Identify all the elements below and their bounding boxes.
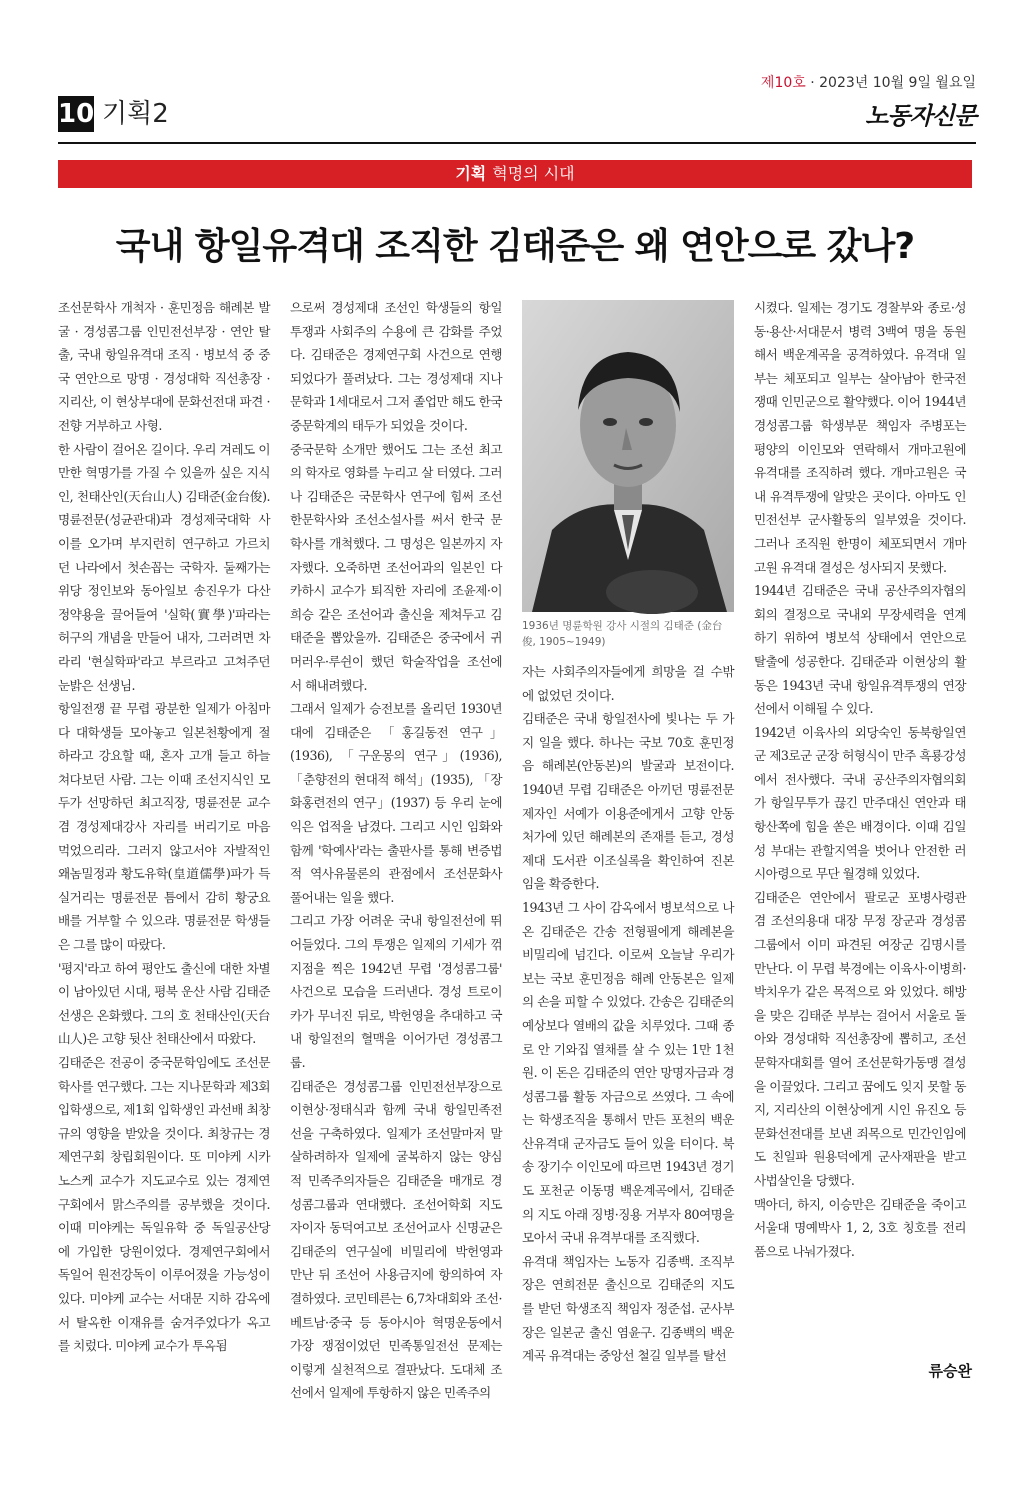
paragraph: 김태준은 전공이 중국문학임에도 조선문학사를 연구했다. 그는 지나문학과 제3회 입학생으로, 제1회 입학생인 과선배 최창규의 영향을 받았을 것이다. 최창규는 경제연구회 창립회원이다. 또 미야케 시카노스케 교수가 지도교수로 있는 경제연구회에서 맑스주의를 공부했을 것이다. 이때 미야케는 독일유학 중 독일공산당에 가입한 당원이었다. 경제연구회에서 독일어 원전강독이 이루어졌을 가능성이 있다. 미야케 교수는 서대문 지하 감옥에서 탈옥한 이재유를 숨겨주었다가 옥고를 치렀다. 미야케 교수가 투옥됨 xyxy=(58,1055,270,1354)
paragraph: 그래서 일제가 승전보를 올리던 1930년대에 김태준은 「홍길동전 연구」(1936), 「구운몽의 연구」(1936), 「춘향전의 현대적 해석」(1935), 「장화홍련전의 연구」(1937) 등 우리 눈에 익은 업적을 남겼다. 그리고 시인 임화와 함께 '학예사'라는 출판사를 통해 변증법적 역사유물론의 관점에서 조선문화사 풀어내는 일을 했다. xyxy=(290,701,502,905)
header-rule xyxy=(58,142,976,144)
banner-keyword: 기획 xyxy=(455,164,487,183)
issue-date: · 2023년 10월 9일 월요일 xyxy=(805,75,976,91)
article-column-2 xyxy=(290,296,502,1401)
series-banner xyxy=(58,160,972,188)
paragraph: 김태준은 경성콤그룹 인민전선부장으로 이현상·정태식과 함께 국내 항일민족전선을 구축하였다. 일제가 조선말마저 말살하려하자 일제에 굴복하지 않는 양심적 민족주의자들은 김태준을 매개로 경성콤그룹과 연대했다. 조선어학회 지도자이자 동덕여고보 조선어교사 신명균은 김태준의 연구실에 비밀리에 박헌영과 만난 뒤 조선어 사용금지에 항의하여 자결하였다. 코민테른는 6,7차대회와 조선·베트남·중국 등 동아시아 혁명운동에서 가장 쟁점이었던 민족통일전선 문제는 이렇게 실천적으로 결판났다. 도대체 조선에서 일제에 투항하지 않은 민족주의 xyxy=(290,1078,502,1401)
article-column-1 xyxy=(58,296,270,1386)
paragraph: 1942년 이육사의 외당숙인 동북항일연군 제3로군 군장 허형식이 만주 흑룡강성에서 전사했다. 국내 공산주의자협의회가 항일무투가 끊긴 만주대신 연안과 태항산쪽에 힘을 쏟은 배경이다. 이때 김일성 부대는 관할지역을 벗어나 안전한 러시아령으로 무단 월경해 있었다. xyxy=(754,724,966,882)
paragraph: 자는 사회주의자들에게 희망을 걸 수밖에 없었던 것이다. xyxy=(522,664,734,703)
headline: 국내 항일유격대 조직한 김태준은 왜 연안으로 갔나? xyxy=(115,226,915,267)
paragraph: 1943년 그 사이 감옥에서 병보석으로 나온 김태준은 간송 전형필에게 해례본을 비밀리에 넘긴다. 이로써 오늘날 우리가 보는 국보 훈민정음 해례 안동본은 일제의 손을 피할 수 있었다. 간송은 김태준의 예상보다 열배의 값을 치루었다. 그때 종로 안 기와집 열채를 살 수 있는 1만 1천원. 이 돈은 김태준의 연안 망명자금과 경성콤그룹 활동 자금으로 쓰였다. 그 속에는 학생조직을 통해서 만든 포천의 백운산유격대 군자금도 들어 있을 터이다. 북송 장기수 이인모에 따르면 1943년 경기도 포천군 이동명 백운계곡에서, 김태준의 지도 아래 징병·징용 거부자 80여명을 모아서 국내 유격부대를 조직했다. xyxy=(522,899,734,1246)
issue-line xyxy=(761,72,976,92)
paragraph: '평지'라고 하여 평안도 출신에 대한 차별이 남아있던 시대, 평북 운산 사람 김태준 선생은 온화했다. 그의 호 천태산인(天台山人)은 고향 뒷산 천태산에서 따왔다. xyxy=(58,960,270,1047)
section-name: 기획2 xyxy=(102,99,169,129)
paragraph: 그리고 가장 어려운 국내 항일전선에 뛰어들었다. 그의 투쟁은 일제의 기세가 꺾지점을 찍은 1942년 무렵 '경성콤그룹' 사건으로 모습을 드러낸다. 경성 트로이카가 무너진 뒤로, 박헌영을 추대하고 국내 항일전의 혈맥을 이어가던 경성콤그룹. xyxy=(290,913,502,1070)
paragraph: 한 사람이 걸어온 길이다. 우리 겨레도 이 만한 혁명가를 가질 수 있을까 싶은 지식인, 천태산인(天台山人) 김태준(金台俊). 명륜전문(성균관대)과 경성제국대학 사이를 오가며 부지런히 연구하고 가르치던 나라에서 첫손꼽는 국학자. 둘째가는 위당 정인보와 동아일보 송진우가 다산 정약용을 끌어들여 '실학(實學)'파라는 허구의 개념을 만들어 내자, 그러려면 차라리 '현실학파'라고 부르라고 고쳐주던 눈밝은 선생님. xyxy=(58,441,270,693)
paragraph: 김태준은 연안에서 팔로군 포병사령관 겸 조선의용대 대장 무정 장군과 경성콤그룹에서 이미 파견된 여장군 김명시를 만난다. 이 무렵 북경에는 이육사·이병희·박치우가 같은 목적으로 와 있었다. 해방을 맞은 김태준 부부는 걸어서 서울로 돌아와 경성대학 직선총장에 뽑히고, 조선문학자대회를 열어 조선문학가동맹 결성을 이끌었다. 그리고 꿈에도 잊지 못할 동지, 지리산의 이현상에게 시인 유진오 등 문화선전대를 보낸 죄목으로 민간인임에도 친일파 원용덕에게 군사재판을 받고 사법살인을 당했다. xyxy=(754,889,966,1188)
paragraph: 시켰다. 일제는 경기도 경찰부와 종로·성동·용산·서대문서 병력 3백여 명을 동원해서 백운계곡을 공격하였다. 유격대 일부는 체포되고 일부는 살아남아 한국전쟁때 인민군으로 활약했다. 이어 1944년 경성콤그룹 학생부문 책임자 주병포는 평양의 이인모와 연락해서 개마고원에 유격대를 조직하려 했다. 개마고원은 국내 유격투쟁에 알맞은 곳이다. 아마도 인민전선부 군사활동의 일부였을 것이다. 그러나 조직원 한명이 체포되면서 개마고원 유격대 결성은 성사되지 못했다. xyxy=(754,300,966,575)
paragraph: 조선문학사 개척자 · 훈민정음 해례본 발굴 · 경성콤그룹 인민전선부장 · 연안 탈출, 국내 항일유격대 조직 · 병보석 중 중국 연안으로 망명 · 경성대학 직선총장 · 지리산, 이 현상부대에 문화선전대 파견 · 전향 거부하고 사형. xyxy=(58,300,270,433)
masthead-logo: 노동자신문 xyxy=(865,102,976,130)
portrait-image xyxy=(522,300,734,612)
photo-caption: 1936년 명륜학원 강사 시절의 김태준 (金台俊, 1905~1949) xyxy=(522,620,723,648)
paragraph: 1944년 김태준은 국내 공산주의자협의회의 결정으로 국내외 무장세력을 연계하기 위하여 병보석 상태에서 연안으로 탈출에 성공한다. 김태준과 이현상의 활동은 1943년 국내 항일유격투쟁의 연장선에서 이해될 수 있다. xyxy=(754,583,966,717)
banner-series: 혁명의 시대 xyxy=(492,164,575,183)
paragraph: 중국문학 소개만 했어도 그는 조선 최고의 학자로 영화를 누리고 살 터였다. 그러나 김태준은 국문학사 연구에 힘써 조선한문학사와 조선소설사를 써서 한국 문학사를 개척했다. 그 명성은 일본까지 자자했다. 오죽하면 조선어과의 일본인 다카하시 교수가 퇴직한 자리에 조윤제·이희승 같은 조선어과 출신을 제쳐두고 김태준을 뽑았을까. 김태준은 중국에서 귀머러우·루쉰이 했던 학술작업을 조선에서 해내려했다. xyxy=(290,441,502,693)
paragraph: 김태준은 국내 항일전사에 빛나는 두 가지 일을 했다. 하나는 국보 70호 훈민정음 해례본(안동본)의 발굴과 보전이다. 1940년 무렵 김태준은 아끼던 명륜전문 제자인 서예가 이용준에게서 고향 안동 처가에 있던 해례본의 존재를 듣고, 경성제대 도서관 이조실록을 확인하여 진본임을 확증한다. xyxy=(522,711,734,892)
page-number: 10 xyxy=(58,96,94,132)
author-byline: 류승완 xyxy=(928,1362,972,1380)
paragraph: 맥아더, 하지, 이승만은 김태준을 죽이고 서울대 명예박사 1, 2, 3호 칭호를 전리품으로 나눠가졌다. xyxy=(754,1196,966,1259)
paragraph: 으로써 경성제대 조선인 학생들의 항일투쟁과 사회주의 수용에 큰 감화를 주었다. 김태준은 경제연구회 사건으로 연행되었다가 풀려났다. 그는 경성제대 지나문학과 1세대로서 그저 졸업만 해도 한국 중문학계의 태두가 되었을 것이다. xyxy=(290,300,502,433)
paragraph: 항일전쟁 끝 무렵 광분한 일제가 아침마다 대학생들 모아놓고 일본천황에게 절하라고 강요할 때, 혼자 고개 들고 하늘 쳐다보던 사람. 그는 이때 조선지식인 모두가 선망하던 최고직장, 명륜전문 교수 겸 경성제대강사 자리를 버리기로 마음먹었으리라. 그러지 않고서야 자발적인 왜놈밀정과 황도유학(皇道儒學)파가 득실거리는 명륜전문 틈에서 감히 황궁요배를 거부할 수 있으랴. 명륜전문 학생들은 그를 많이 따랐다. xyxy=(58,701,270,953)
portrait-photo xyxy=(522,300,734,612)
article-column-3 xyxy=(522,660,734,1386)
article-column-4 xyxy=(754,296,966,1346)
paragraph: 유격대 책임자는 노동자 김종백. 조직부장은 연희전문 출신으로 김태준의 지도를 받던 학생조직 책임자 정준섭. 군사부장은 일본군 출신 염윤구. 김종백의 백운계곡 유격대는 중앙선 철길 일부를 탈선 xyxy=(522,1253,734,1364)
issue-number: 제10호 xyxy=(760,75,806,91)
